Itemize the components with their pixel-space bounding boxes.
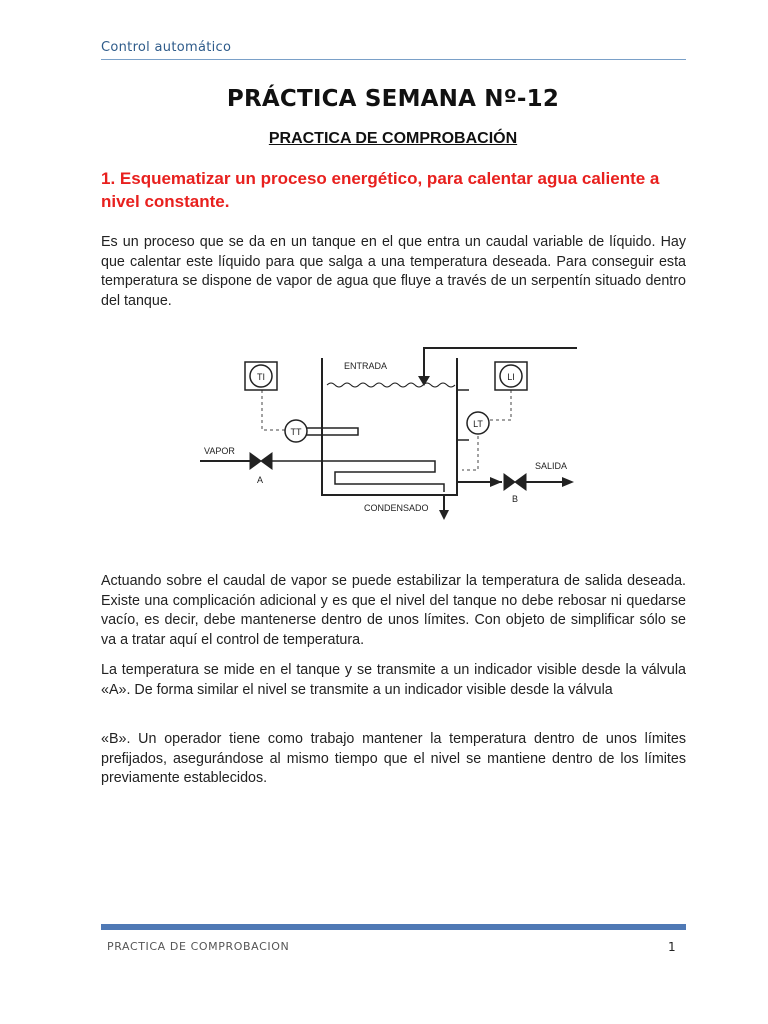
process-diagram [172,340,602,525]
li-label: LI [507,372,515,382]
vapor-label: VAPOR [204,446,235,456]
valve-a-label: A [257,475,264,485]
paragraph-3: La temperatura se mide en el tanque y se transmite a un indicador visible desde la válvula «A». De forma similar el nivel se transmite a un indicador visible desde la válvula [101,662,686,698]
question-heading: 1. Esquematizar un proceso energético, para calentar agua caliente a nivel constante. [101,169,660,211]
paragraph-4: «B». Un operador tiene como trabajo mantener la temperatura dentro de unos límites prefijados, asegurándose al mismo tiempo que el nivel se mantiene dentro de los límites previamente establecidos. [101,731,686,786]
condensate-arrow [439,510,449,520]
paragraph-2: Actuando sobre el caudal de vapor se puede estabilizar la temperatura de salida deseada. Existe una complicación adicional y es que el nivel del tanque no debe rebosar ni quedarse vacío, es decir, debe mantenerse dentro de unos límites. Con objeto de simplificar sólo se va a tratar aquí el control de temperatura. [101,573,686,648]
entrada-label: ENTRADA [344,361,388,371]
lt-process-line [462,436,478,470]
header-rule [101,59,686,60]
footer-bar [101,924,686,930]
valve-a [250,453,272,469]
running-header: Control automático [101,40,232,55]
water-surface [327,383,455,387]
page-number: 1 [668,940,676,954]
outlet-arrow-1 [490,477,502,487]
inlet-arrow [418,376,430,386]
lt-label: LT [473,419,483,429]
outlet-arrow-2 [562,477,574,487]
valve-b-label: B [512,494,519,504]
condensado-label: CONDENSADO [364,503,429,513]
temperature-probe [306,428,358,435]
lt-signal-line [490,390,511,420]
footer-text: PRACTICA DE COMPROBACION [107,940,290,953]
page-title: PRÁCTICA SEMANA Nº-12 [226,86,560,112]
salida-label: SALIDA [535,461,568,471]
paragraph-1: Es un proceso que se da en un tanque en el que entra un caudal variable de líquido. Hay que calentar este líquido para que salga a una temperatura deseada. Para conseguir esta temperatura se dispone de vapor de agua que fluye a través de un serpentín situado dentro del tanque. [101,234,686,309]
page-subtitle: PRACTICA DE COMPROBACIÓN [268,130,518,147]
tt-label: TT [290,427,302,437]
tank-outline [322,358,457,495]
coil [272,461,444,492]
ti-label: TI [257,372,265,382]
valve-b [504,474,526,490]
tt-signal-line [262,390,285,430]
